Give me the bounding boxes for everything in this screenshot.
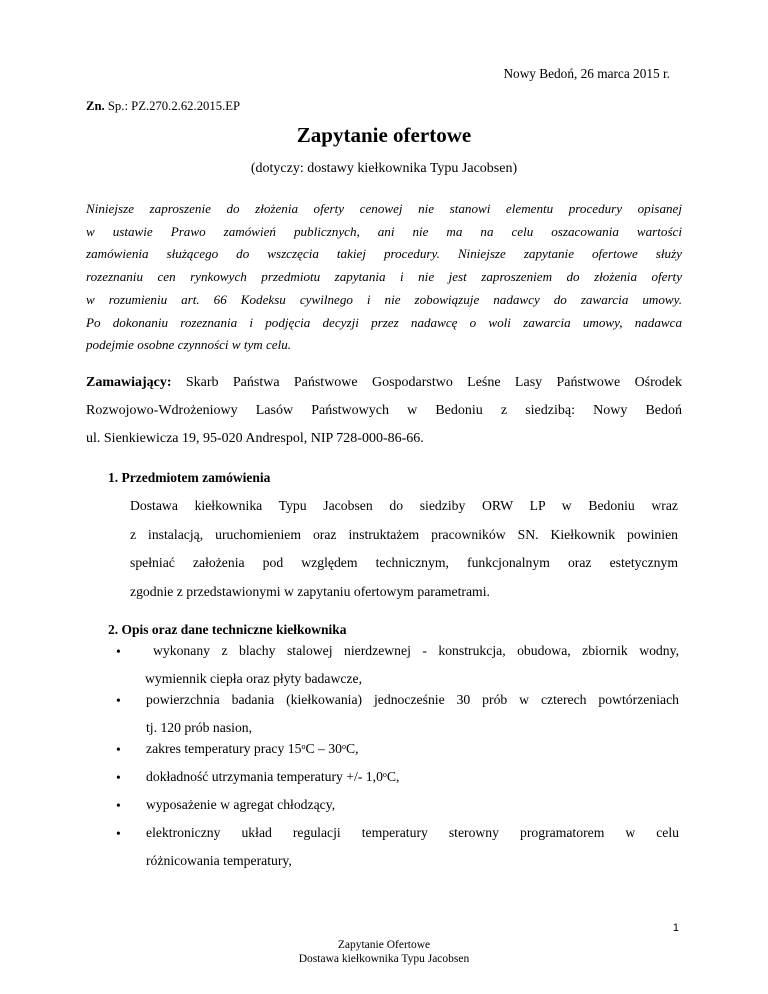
bullet-icon: • xyxy=(116,826,121,841)
footer-line: Zapytanie Ofertowe xyxy=(337,939,431,951)
section-1-line: Dostawa kiełkownika Typu Jacobsen do siedziby ORW LP w Bedoniu wraz xyxy=(130,498,678,513)
accuracy-text: dokładność utrzymania temperatury +/- 1,0 xyxy=(146,769,383,784)
reference-value: Sp.: PZ.270.2.62.2015.EP xyxy=(104,99,241,113)
section-1-heading: 1. Przedmiotem zamówienia xyxy=(108,470,271,485)
section-1-line: z instalacją, uruchomieniem oraz instruktażem pracowników SN. Kiełkownik powinien xyxy=(130,526,678,542)
temp-range-text: C, xyxy=(345,741,359,756)
disclaimer-line: w rozumieniu art. 66 Kodeksu cywilnego i nie zobowiązuje nadawcy do zawarcia umowy. xyxy=(86,291,682,307)
disclaimer-line: zamówienia służącego do wszczęcia takiej procedury. Niniejsze zapytanie ofertowe służy xyxy=(86,246,682,262)
bullet-icon: • xyxy=(116,770,121,785)
list-item-text xyxy=(146,763,679,791)
list-item-text xyxy=(146,735,679,763)
footer-line: Dostawa kiełkownika Typu Jacobsen xyxy=(298,953,470,965)
reference-number xyxy=(86,99,240,114)
page-number: 1 xyxy=(672,922,679,934)
degree-sup: o xyxy=(382,770,387,779)
temp-range-text: C – 30 xyxy=(305,741,342,756)
disclaimer-paragraph xyxy=(86,198,682,357)
section-1-line: spełniać założenia pod względem technicznym, funkcjonalnym oraz estetycznym xyxy=(130,555,678,570)
disclaimer-line: Po dokonaniu rozeznania i podjęcia decyzji przez nadawcę o woli zawarcia umowy, nadawca xyxy=(86,314,682,330)
bullet-icon: • xyxy=(116,798,121,813)
section-2-heading: 2. Opis oraz dane techniczne kiełkownika xyxy=(108,622,347,637)
list-item-text xyxy=(146,819,679,875)
degree-sup: o xyxy=(341,742,346,751)
bullet-icon: • xyxy=(116,742,121,757)
document-date: Nowy Bedoń, 26 marca 2015 r. xyxy=(503,66,670,81)
page-footer xyxy=(0,938,768,966)
bullet-icon: • xyxy=(116,644,121,659)
document-subtitle: (dotyczy: dostawy kiełkownika Typu Jacobsen) xyxy=(250,161,518,176)
accuracy-text: C, xyxy=(386,769,400,784)
buyer-label: Zamawiający: xyxy=(86,375,172,390)
buyer-line: Rozwojowo-Wdrożeniowy Lasów Państwowych w Bedoniu z siedzibą: Nowy Bedoń xyxy=(86,403,682,418)
list-item-text: wyposażenie w agregat chłodzący, xyxy=(146,797,336,812)
disclaimer-line: w ustawie Prawo zamówień publicznych, ani nie ma na celu oszacowania wartości xyxy=(86,223,682,239)
disclaimer-line: Niniejsze zaproszenie do złożenia oferty cenowej nie stanowi elementu procedury opisanej xyxy=(86,201,682,216)
list-item-line: różnicowania temperatury, xyxy=(146,853,292,868)
list-item-line: elektroniczny układ regulacji temperatury sterowny programatorem w celu xyxy=(146,825,679,840)
buyer-paragraph xyxy=(86,369,682,453)
temp-range-text: zakres temperatury pracy 15 xyxy=(146,741,302,756)
buyer-line: ul. Sienkiewicza 19, 95-020 Andrespol, NIP 728-000-86-66. xyxy=(86,431,424,446)
bullet-icon: • xyxy=(116,693,121,708)
list-item-line: tj. 120 prób nasion, xyxy=(146,720,253,735)
list-item-text xyxy=(145,637,679,693)
buyer-line xyxy=(86,369,682,397)
buyer-name: Skarb Państwa Państwowe Gospodarstwo Leśne Lasy Państwowe Ośrodek xyxy=(171,375,682,390)
list-item-line: powierzchnia badania (kiełkowania) jednocześnie 30 prób w czterech powtórzeniach xyxy=(146,692,679,707)
section-1-body xyxy=(130,492,678,606)
list-item-line: wykonany z blachy stalowej nierdzewnej - konstrukcja, obudowa, zbiornik wodny, xyxy=(153,643,679,658)
document-title: Zapytanie ofertowe xyxy=(296,123,472,147)
reference-label: Zn. xyxy=(86,99,105,113)
disclaimer-line: rozeznaniu cen rynkowych przedmiotu zapytania i nie jest zaproszeniem do złożenia oferty xyxy=(86,269,682,285)
list-item-text xyxy=(146,686,679,742)
degree-sup: o xyxy=(301,742,306,751)
disclaimer-line: podejmie osobne czynności w tym celu. xyxy=(86,337,292,353)
list-item-line: wymiennik ciepła oraz płyty badawcze, xyxy=(145,671,363,686)
section-1-line: zgodnie z przedstawionymi w zapytaniu ofertowym parametrami. xyxy=(130,583,490,599)
